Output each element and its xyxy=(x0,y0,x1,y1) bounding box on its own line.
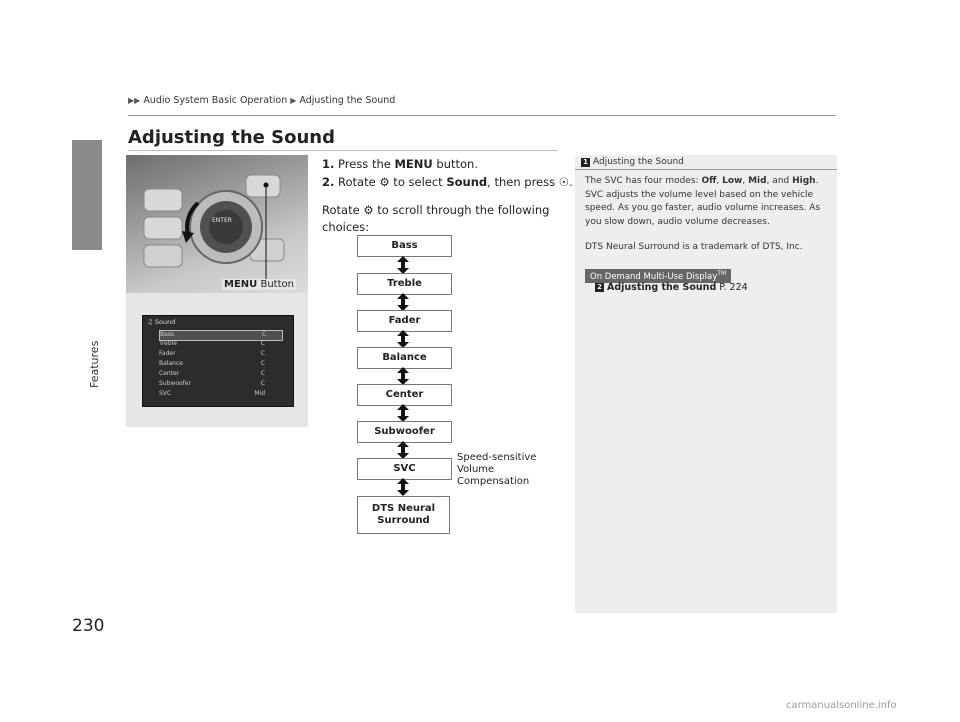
menu-button-caption: MENU Button xyxy=(224,279,294,290)
choice-dts-neural-surround: DTS Neural Surround xyxy=(357,496,450,534)
screen-row: Balance C xyxy=(159,360,265,367)
screen-row: SVC Mid xyxy=(159,390,265,397)
sound-screen-title: ♫ Sound xyxy=(147,318,176,326)
breadcrumb-current: Adjusting the Sound xyxy=(299,95,396,106)
choice-balance: Balance xyxy=(357,347,452,369)
choice-center: Center xyxy=(357,384,452,406)
choice-treble: Treble xyxy=(357,273,452,295)
section-label: Features xyxy=(88,340,101,388)
breadcrumb-parent[interactable]: Audio System Basic Operation xyxy=(143,95,288,106)
svg-text:ENTER: ENTER xyxy=(212,217,232,224)
title-rule xyxy=(128,150,558,151)
screen-row: Subwoofer C xyxy=(159,380,265,387)
watermark: carmanualsonline.info xyxy=(786,700,897,711)
step-2: 2. Rotate ⚙ to select Sound, then press ☉. xyxy=(322,175,573,189)
double-arrow-icon xyxy=(393,329,413,349)
choice-subwoofer: Subwoofer xyxy=(357,421,452,443)
reference-icon: 2 xyxy=(595,283,604,292)
page-number: 230 xyxy=(72,616,105,636)
sound-screen xyxy=(142,315,294,407)
double-arrow-icon xyxy=(393,366,413,386)
screen-row: Center C xyxy=(159,370,265,377)
svc-annotation: Speed-sensitive Volume Compensation xyxy=(457,452,537,487)
note-icon: 1 xyxy=(581,158,590,167)
double-arrow-icon xyxy=(393,292,413,312)
press-icon: ☉ xyxy=(558,175,570,189)
breadcrumb xyxy=(128,95,395,106)
choice-svc: SVC xyxy=(357,458,452,480)
section-tab xyxy=(72,140,102,250)
double-arrow-icon xyxy=(393,440,413,460)
cross-reference-link[interactable]: 2 Adjusting the Sound P. 224 xyxy=(595,282,748,293)
instruction-steps xyxy=(322,155,573,191)
breadcrumb-separator-icon: ▶ xyxy=(290,96,297,105)
page-title: Adjusting the Sound xyxy=(128,127,335,148)
side-note-box xyxy=(575,155,837,613)
screen-row: Treble C xyxy=(159,340,265,347)
console-knob-image xyxy=(126,155,308,293)
breadcrumb-arrow-icon: ▶▶ xyxy=(128,96,141,105)
screen-row: Fader C xyxy=(159,350,265,357)
console-photo xyxy=(126,155,308,427)
interface-dial-icon xyxy=(126,155,308,293)
header-rule xyxy=(128,115,836,116)
note-header: 1 Adjusting the Sound xyxy=(581,157,684,167)
double-arrow-icon xyxy=(393,255,413,275)
note-header-rule xyxy=(575,169,837,170)
scroll-instruction: Rotate ⚙ to scroll through the following choices: xyxy=(322,203,550,234)
double-arrow-icon xyxy=(393,403,413,423)
model-tag: On Demand Multi-Use Display™ xyxy=(585,269,731,283)
double-arrow-icon xyxy=(393,477,413,497)
step-1: 1. Press the MENU button. xyxy=(322,157,478,171)
screen-row: Bass C xyxy=(159,330,283,341)
trademark-text: DTS Neural Surround is a trademark of DTS, Inc. xyxy=(585,242,803,252)
choice-fader: Fader xyxy=(357,310,452,332)
svc-note-text: The SVC has four modes: Off, Low, Mid, and High. SVC adjusts the volume level based on the vehicle speed. As you go faster, audio volume increases. As you slow down, audio volume decreases. xyxy=(585,176,821,227)
dial-icon: ⚙ xyxy=(363,203,374,217)
choice-bass: Bass xyxy=(357,235,452,257)
dial-icon: ⚙ xyxy=(379,175,390,189)
